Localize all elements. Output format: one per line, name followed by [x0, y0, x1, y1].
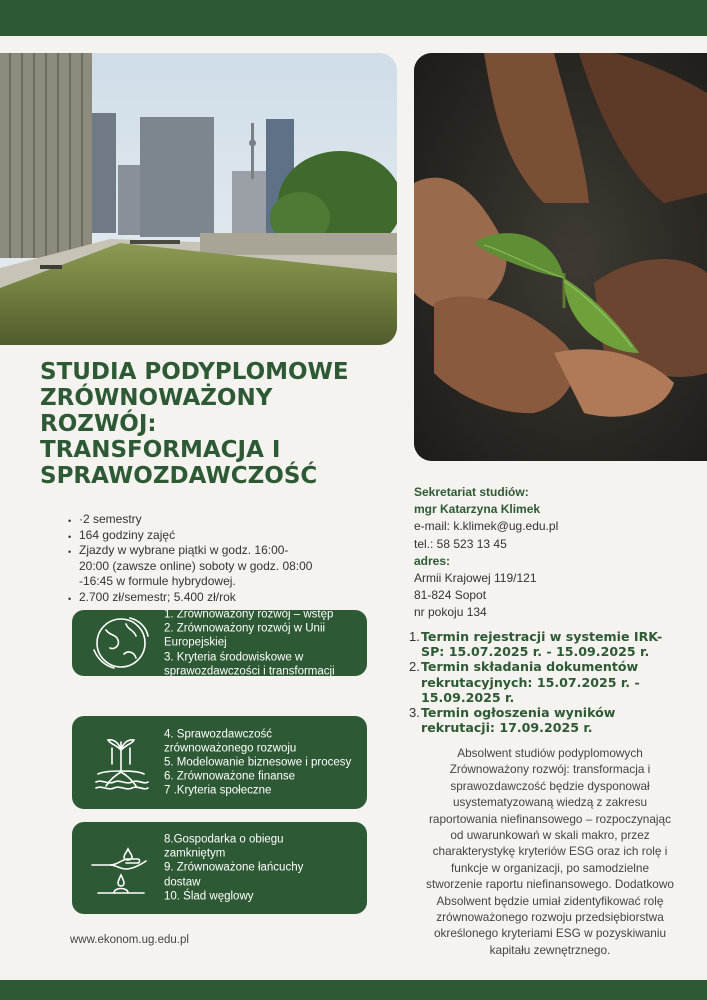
fact-schedule-line: • Zjazdy w wybrane piątki w godz. 16:00- [79, 543, 289, 557]
module-card-3-text [164, 832, 359, 903]
module-item: 5. Modelowanie biznesowe i procesy [164, 756, 352, 769]
bottom-band [0, 980, 707, 1000]
graduate-line: Absolwent studiów podyplomowych [457, 746, 643, 760]
term-line: Termin składania dokumentów [421, 659, 639, 675]
term-line: SP: 15.07.2025 r. - 15.09.2025 r. [421, 644, 650, 660]
module-card-2 [72, 716, 367, 809]
contact-person: mgr Katarzyna Klimek [414, 502, 541, 517]
page-title [40, 359, 420, 489]
term-line: rekrutacyjnych: 15.07.2025 r. - [421, 674, 640, 690]
module-card-2-text [164, 727, 359, 798]
term-line: Termin ogłoszenia wyników [421, 705, 616, 721]
program-facts-list [79, 512, 379, 605]
contact-address-label: adres: [414, 553, 451, 568]
green-roof-city-photo [0, 53, 397, 345]
module-item: 6. Zrównoważone finanse [164, 770, 296, 783]
fact-schedule [79, 543, 379, 590]
hand-water-drop-icon [88, 835, 154, 901]
fact-schedule-line: 20:00 (zawsze online) soboty w godz. 08:00 [79, 558, 313, 573]
fact-hours: • 164 godziny zajęć [79, 528, 379, 544]
module-card-1-text [164, 607, 359, 678]
contact-block [414, 484, 694, 622]
graduate-line: Absolwent będzie umiał zidentyfikować rolę [436, 893, 664, 908]
term-item [409, 659, 701, 705]
hands-seedling-photo [414, 53, 707, 461]
module-item: zamkniętym [164, 847, 226, 860]
term-number: 3. [409, 705, 420, 721]
module-item: dostaw [164, 876, 201, 889]
graduate-line: charakterystykę kryteriów ESG oraz ich rolę i [432, 844, 668, 859]
title-line: ROZWÓJ: [40, 411, 157, 437]
term-line: 15.09.2025 r. [421, 689, 515, 705]
module-item: 9. Zrównoważone łańcuchy [164, 861, 304, 874]
module-item: sprawozdawczości i transformacji [164, 665, 335, 678]
module-item: zrównoważonego rozwoju [164, 742, 297, 755]
fact-schedule-line: -16:45 w formule hybrydowej. [79, 574, 236, 588]
website-link[interactable]: www.ekonom.ug.edu.pl [70, 934, 189, 946]
graduate-line: określonego kryteriami ESG w pozyskiwaniu [433, 926, 667, 941]
module-card-3 [72, 822, 367, 914]
term-line: rekrutacji: 17.09.2025 r. [421, 720, 593, 736]
module-item: 8.Gospodarka o obiegu [164, 833, 284, 846]
module-item: Europejskiej [164, 636, 227, 649]
graduate-line: zrównoważonego rozwoju przedsiębiorstwa [436, 910, 664, 925]
module-item: 3. Kryteria środowiskowe w [164, 651, 304, 664]
contact-city: 81-824 Sopot [414, 588, 487, 603]
sprout-roots-icon [88, 730, 154, 796]
graduate-line: od uwarunkowań w skali makro, przez [450, 828, 650, 843]
module-item: 4. Sprawozdawczość [164, 727, 273, 740]
title-line: STUDIA PODYPLOMOWE [40, 359, 349, 385]
module-item: 2. Zrównoważony rozwój w Unii [164, 622, 326, 635]
title-line: SPRAWOZDAWCZOŚĆ [40, 463, 318, 489]
graduate-description [400, 745, 700, 958]
contact-street: Armii Krajowej 119/121 [414, 571, 537, 586]
fact-semesters: • ·2 semestry [79, 512, 379, 528]
term-number: 1. [409, 629, 420, 644]
fact-price: • 2.700 zł/semestr; 5.400 zł/rok [79, 590, 379, 606]
graduate-line: stworzenie raportu niefinansowego. Dodatkowo [426, 877, 674, 892]
graduate-line: usystematyzowaną wiedzą z zakresu [452, 795, 648, 810]
title-line: ZRÓWNOWAŻONY [40, 385, 273, 411]
title-line: TRANSFORMACJA I [40, 437, 281, 463]
term-line: Termin rejestracji w systemie IRK- [421, 629, 663, 644]
top-band [0, 0, 707, 36]
term-item [409, 629, 701, 659]
recruitment-terms-list [409, 629, 701, 735]
module-item: 7 .Kryteria społeczne [164, 784, 272, 797]
contact-room: nr pokoju 134 [414, 605, 487, 620]
contact-email[interactable]: e-mail: k.klimek@ug.edu.pl [414, 519, 559, 534]
contact-phone[interactable]: tel.: 58 523 13 45 [414, 536, 507, 551]
globe-hands-icon [88, 610, 154, 676]
graduate-line: funkcje w organizacji, po samodzielne [450, 860, 650, 875]
graduate-line: kapitału zewnętrznego. [489, 942, 611, 957]
term-item [409, 705, 701, 735]
module-item: 1. Zrównoważony rozwój – wstęp [164, 608, 334, 621]
graduate-line: sprawozdawczość będzie dysponował [450, 778, 650, 793]
module-item: 10. Ślad węglowy [164, 890, 254, 903]
graduate-line: Zrównoważony rozwój: transformacja i [449, 762, 651, 777]
graduate-line: raportowania niefinansowego – rozpoczynając [429, 811, 671, 826]
contact-heading: Sekretariat studiów: [414, 485, 529, 499]
term-number: 2. [409, 659, 420, 675]
module-card-1 [72, 610, 367, 676]
